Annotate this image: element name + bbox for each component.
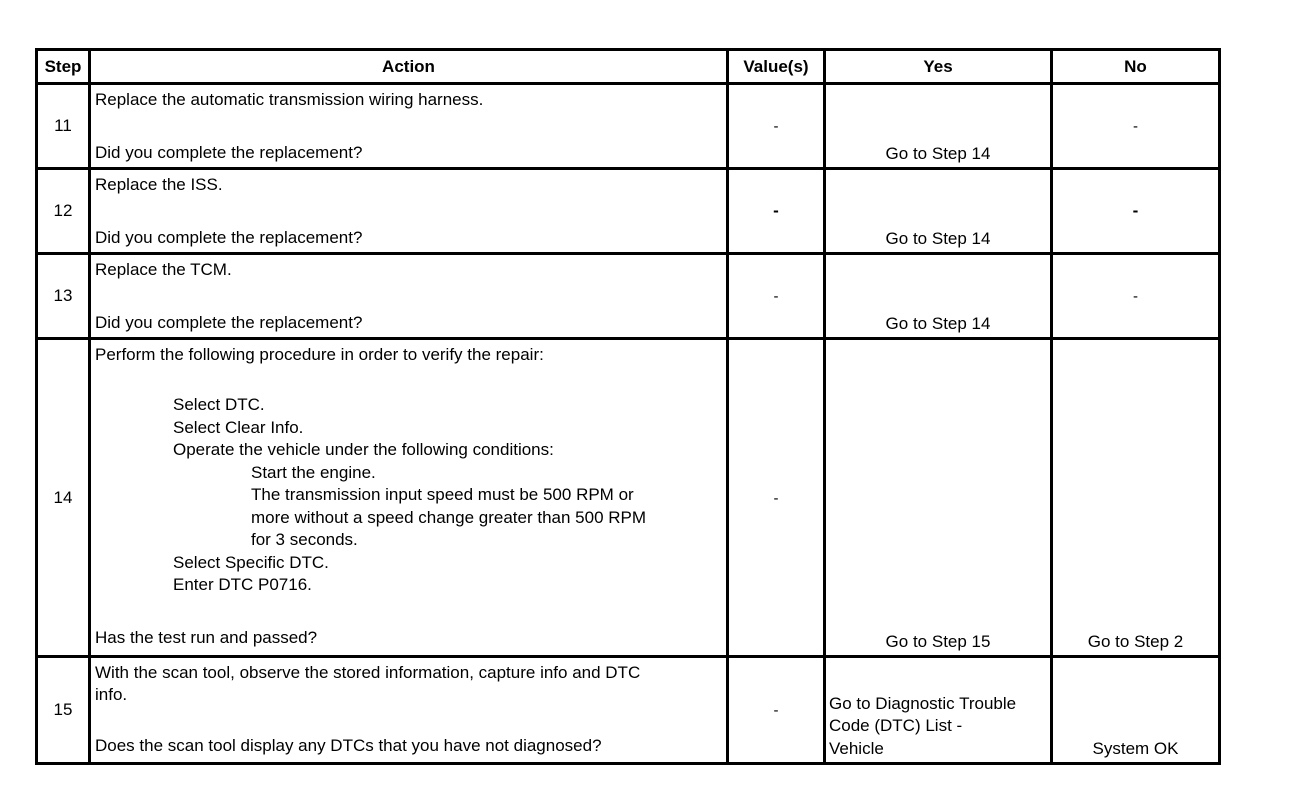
step-number: 15 xyxy=(37,657,90,764)
action-cell xyxy=(90,84,728,169)
action-text: info. xyxy=(95,685,128,704)
no-cell xyxy=(1052,84,1220,169)
condition-item: for 3 seconds. xyxy=(251,530,358,549)
header-no: No xyxy=(1052,50,1220,84)
no-result: System OK xyxy=(1092,739,1179,758)
action-question: Did you complete the replacement? xyxy=(95,143,363,162)
yes-cell xyxy=(825,657,1052,764)
no-cell xyxy=(1052,339,1220,657)
table-row xyxy=(37,84,1220,169)
yes-link[interactable]: Go to Step 15 xyxy=(885,632,991,651)
value-text: - xyxy=(773,702,779,719)
procedure-item: Select DTC. xyxy=(173,395,265,414)
yes-link[interactable] xyxy=(826,693,1050,763)
action-question: Does the scan tool display any DTCs that you have not diagnosed? xyxy=(95,736,602,755)
header-action: Action xyxy=(90,50,728,84)
yes-link-line: Go to Diagnostic Trouble xyxy=(829,693,1017,713)
no-link[interactable]: Go to Step 2 xyxy=(1087,632,1184,651)
action-cell xyxy=(90,254,728,339)
yes-cell xyxy=(825,84,1052,169)
yes-link[interactable]: Go to Step 14 xyxy=(885,229,991,248)
value-cell xyxy=(728,657,825,764)
header-row xyxy=(37,50,1220,84)
action-cell xyxy=(90,169,728,254)
header-step: Step xyxy=(37,50,90,84)
header-yes: Yes xyxy=(825,50,1052,84)
step-number: 12 xyxy=(37,169,90,254)
action-cell xyxy=(90,339,728,657)
action-question: Did you complete the replacement? xyxy=(95,228,363,247)
yes-link[interactable]: Go to Step 14 xyxy=(885,314,991,333)
value-cell xyxy=(728,169,825,254)
action-text: Replace the ISS. xyxy=(95,175,223,194)
value-cell xyxy=(728,339,825,657)
procedure-item: Select Clear Info. xyxy=(173,417,304,437)
yes-cell xyxy=(825,339,1052,657)
action-question: Has the test run and passed? xyxy=(95,627,318,647)
step-number: 14 xyxy=(37,339,90,657)
no-text: - xyxy=(1133,288,1138,305)
action-text: Perform the following procedure in order to verify the repair: xyxy=(95,345,544,364)
action-text: Replace the TCM. xyxy=(95,260,232,279)
table-row xyxy=(37,169,1220,254)
action-cell xyxy=(90,657,728,764)
table-row xyxy=(37,657,1220,764)
no-cell xyxy=(1052,254,1220,339)
yes-cell xyxy=(825,254,1052,339)
table-row xyxy=(37,254,1220,339)
yes-link-line: Code (DTC) List - xyxy=(829,716,963,735)
value-text: - xyxy=(773,288,779,305)
value-text: - xyxy=(773,201,779,220)
value-cell xyxy=(728,254,825,339)
yes-cell xyxy=(825,169,1052,254)
procedure-item: Select Specific DTC. xyxy=(173,552,329,572)
no-text: - xyxy=(1133,118,1138,135)
value-cell xyxy=(728,84,825,169)
no-cell xyxy=(1052,169,1220,254)
table-row xyxy=(37,339,1220,657)
action-text: With the scan tool, observe the stored information, capture info and DTC xyxy=(95,663,641,682)
condition-item: The transmission input speed must be 500 RPM or xyxy=(251,485,634,504)
yes-link[interactable]: Go to Step 14 xyxy=(885,144,991,163)
procedure-item: Enter DTC P0716. xyxy=(173,575,312,594)
action-text: Replace the automatic transmission wiring harness. xyxy=(95,90,484,109)
step-number: 11 xyxy=(37,84,90,169)
value-text: - xyxy=(773,118,779,135)
condition-item: Start the engine. xyxy=(251,462,376,482)
value-text: - xyxy=(773,489,779,507)
condition-item: more without a speed change greater than 500 RPM xyxy=(251,507,647,527)
action-question: Did you complete the replacement? xyxy=(95,313,363,332)
diagnostic-table xyxy=(35,48,1221,765)
no-cell xyxy=(1052,657,1220,764)
no-text: - xyxy=(1132,201,1139,220)
yes-link-line: Vehicle xyxy=(829,738,884,758)
header-values: Value(s) xyxy=(728,50,825,84)
procedure-item: Operate the vehicle under the following conditions: xyxy=(173,440,554,459)
step-number: 13 xyxy=(37,254,90,339)
